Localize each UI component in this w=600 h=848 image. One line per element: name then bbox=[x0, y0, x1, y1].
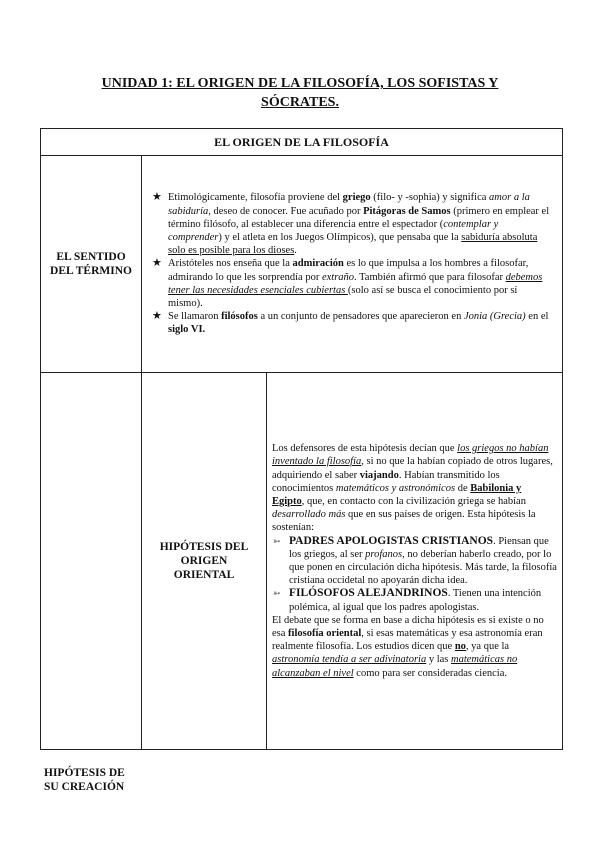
arrow-bullet-icon: ➳ bbox=[273, 588, 281, 599]
paragraph: Los defensores de esta hipótesis decían que los griegos no habían inventado la filosofía, si no que la habían copiado de otros lugares, adquiriendo el saber viajando. Habían transmitido los conocimientos matemáticos y astronómicos de Babilonia y Egipto, que, en contacto con la civilización griega se habían desarrollado más que en sus países de origen. Esta hipótesis la sostenían: bbox=[272, 443, 553, 534]
page-title-line1: UNIDAD 1: EL ORIGEN DE LA FILOSOFÍA, LOS SOFISTAS Y bbox=[101, 76, 499, 91]
sub-list bbox=[267, 535, 562, 614]
list-item: ★ Etimológicamente, filosofía proviene del griego (filo- y -sophia) y significa amor a la sabiduría, deseo de conocer. Fue acuñado por Pitágoras de Samos (primero en emplear el término filósofo, al establecer una diferencia entre el espectador (contemplar y comprender) y el atleta en los Juegos Olímpicos), que pensaba que la sabiduría absoluta solo es posible para los dioses. bbox=[152, 191, 550, 257]
table-header: EL ORIGEN DE LA FILOSOFÍA bbox=[41, 129, 563, 156]
row-label-line: ORIENTAL bbox=[173, 569, 235, 581]
star-list bbox=[142, 191, 562, 336]
arrow-bullet-icon: ➳ bbox=[273, 535, 281, 546]
row-empty-cell bbox=[41, 373, 142, 750]
list-item: ★ Se llamaron filósofos a un conjunto de pensadores que aparecieron en Jonia (Grecia) en el siglo VI. bbox=[152, 310, 549, 336]
list-item: ★ Aristóteles nos enseña que la admiración es lo que impulsa a los hombres a filosofar, admirando lo que les sorprendía por extraño. También afirmó que para filosofar debemos tener las necesidades esenciales cubiertas (solo así se busca el conocimiento por sí mismo). bbox=[152, 257, 543, 309]
page-title bbox=[60, 74, 540, 112]
table-header-row bbox=[41, 129, 563, 156]
row-label-line: HIPÓTESIS DEL bbox=[159, 541, 249, 553]
star-bullet-icon: ★ bbox=[152, 257, 162, 270]
row-content-sentido bbox=[142, 156, 563, 373]
list-item: ➳ PADRES APOLOGISTAS CRISTIANOS. Piensan que los griegos, al ser profanos, no deberían haberlo creado, por lo que ponen en circulación dicha hipótesis. Más tarde, la filosofía cristiana occidetal no apoyarán dicha idea. bbox=[273, 534, 557, 587]
row-label-oriental bbox=[142, 373, 267, 750]
star-bullet-icon: ★ bbox=[152, 191, 162, 204]
star-bullet-icon: ★ bbox=[152, 310, 162, 323]
row-label-line: ORIGEN bbox=[180, 555, 228, 567]
row-label-line: DEL TÉRMINO bbox=[50, 265, 132, 277]
origin-table bbox=[40, 128, 563, 750]
page-title-line2: SÓCRATES. bbox=[261, 95, 339, 110]
section-label-line: SU CREACIÓN bbox=[44, 781, 125, 793]
paragraph: El debate que se forma en base a dicha hipótesis es si existe o no esa filosofía oriental, si esas matemáticas y esa astronomía eran realmente filosofía. Los estudios dicen que no, ya que la astronomía tendía a ser adivinatoria y las matemáticas no alcanzaban el nivel como para ser consideradas ciencia. bbox=[272, 614, 544, 679]
row-content-oriental bbox=[267, 373, 563, 750]
row-label-sentido bbox=[41, 156, 142, 373]
table-row-oriental bbox=[41, 373, 563, 750]
table-row-sentido bbox=[41, 156, 563, 373]
section-label-creacion bbox=[44, 766, 134, 794]
row-label-line: EL SENTIDO bbox=[56, 251, 126, 263]
section-label-line: HIPÓTESIS DE bbox=[44, 767, 125, 779]
list-item: ➳ FILÓSOFOS ALEJANDRINOS. Tienen una intención polémica, al igual que los padres apologistas. bbox=[273, 587, 542, 613]
